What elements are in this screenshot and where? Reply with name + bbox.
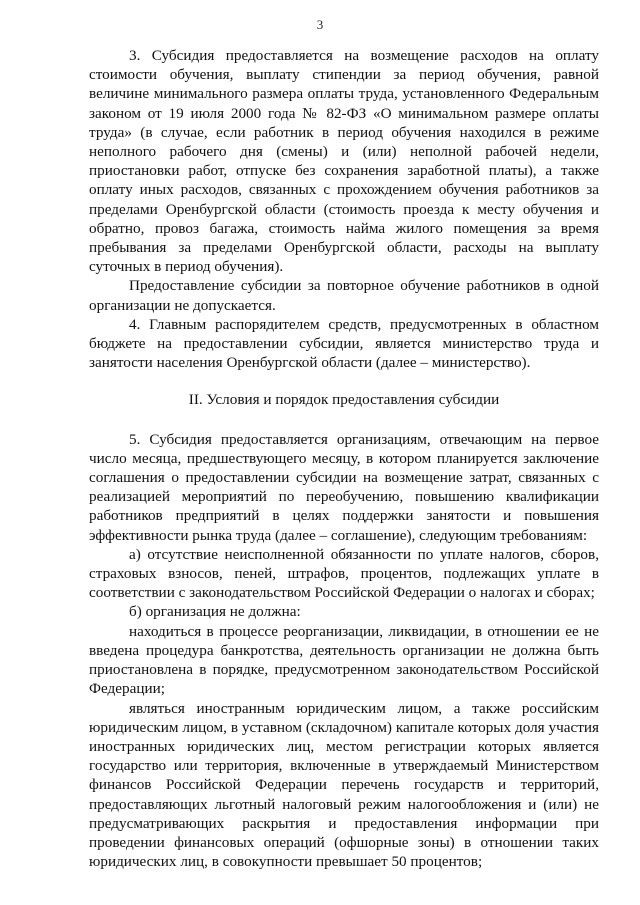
paragraph-5-requirements: 5. Субсидия предоставляется организациям, отвечающим на первое число месяца, предшествующего месяцу, в котором планируется заключение соглашения о предоставлении субсидии на возмещение затрат, связанных с реализацией мероприятий по переобучению, повышению квалификации работников предприятий в целях поддержки занятости и повышения эффективности рынка труда (далее – соглашение), следующим требованиям: bbox=[89, 430, 599, 544]
paragraph-reorganization: находиться в процессе реорганизации, ликвидации, в отношении ее не введена процедура банкротства, деятельность организации не должна быть приостановлена в порядке, предусмотренном законодательством Российской Федерации; bbox=[89, 622, 599, 698]
paragraph-repeat-training: Предоставление субсидии за повторное обучение работников в одной организации не допускается. bbox=[89, 277, 599, 314]
paragraph-foreign-entity: являться иностранным юридическим лицом, а также российским юридическим лицом, в уставном (складочном) капитале которых доля участия иностранных юридических лиц, местом регистрации которых является государство или территория, включенные в утверждаемый Министерством финансов Российской Федерации перечень государств и территорий, предоставляющих льготный налоговый режим налогообложения и (или) не предусматривающих раскрытия и предоставления информации при проведении финансовых операций (офшорные зоны) в отношении таких юридических лиц, в совокупности превышает 50 процентов; bbox=[89, 699, 599, 871]
paragraph-a-no-tax-debt: а) отсутствие неисполненной обязанности по уплате налогов, сборов, страховых взносов, пеней, штрафов, процентов, подлежащих уплате в соответствии с законодательством Российской Федерации о налогах и сборах; bbox=[89, 545, 599, 602]
paragraph-3-subsidy-purpose: 3. Субсидия предоставляется на возмещение расходов на оплату стоимости обучения, выплату стипендии за период обучения, равной величине минимального размера оплаты труда, установленного Федеральным законом от 19 июля 2000 года № 82-ФЗ «О минимальном размере оплаты труда» (в случае, если работник в период обучения находился в режиме неполного рабочего дня (смены) и (или) неполной рабочей недели, приостановки работ, отпуске без сохранения заработной платы), а также оплату иных расходов, связанных с прохождением обучения работников за пределами Оренбургской области (стоимость проезда к месту обучения и обратно, провоз багажа, стоимость найма жилого помещения за время пребывания за пределами Оренбургской области, расходы на выплату суточных в период обучения). bbox=[89, 47, 599, 276]
paragraph-4-main-administrator: 4. Главным распорядителем средств, предусмотренных в областном бюджете на предоставлении субсидии, является министерство труда и занятости населения Оренбургской области (далее – министерство). bbox=[89, 315, 599, 372]
document-body bbox=[89, 46, 599, 871]
paragraph-b-organization-must-not: б) организация не должна: bbox=[129, 603, 301, 621]
page-number: 3 bbox=[316, 17, 324, 32]
section-heading: II. Условия и порядок предоставления субсидии bbox=[188, 391, 500, 409]
